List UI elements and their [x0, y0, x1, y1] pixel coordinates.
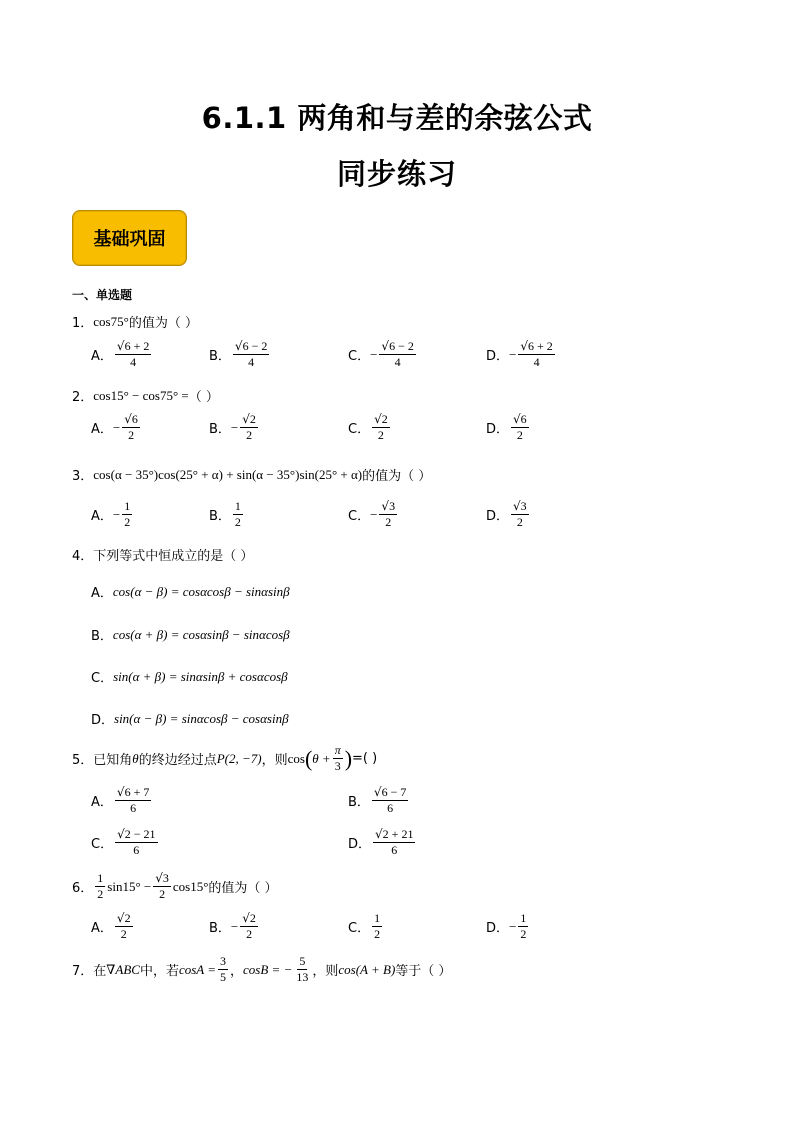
q2-option-a: A． − $\frac{√6}{2}$	[91, 412, 138, 443]
q2-option-b: B． − $\frac{√2}{2}$	[209, 412, 256, 443]
q2-stem-math: cos15° − cos75° =	[93, 387, 189, 403]
q5-option-c: C． $\frac{√2 - 21}{6}$	[91, 827, 156, 858]
q1-option-a: A． $\frac{√6 + 2}{4}$	[91, 339, 150, 370]
q6-option-a: A． $\frac{√2}{2}$	[91, 911, 131, 942]
q2-option-c: C． $\frac{√2}{2}$	[348, 412, 388, 443]
q4-option-c: C． sin(α + β) = sinαsinβ + cosαcosβ	[91, 668, 288, 686]
q3-option-c: C． − $\frac{√3}{2}$	[348, 499, 396, 530]
q4-option-b: B． cos(α + β) = cosαsinβ − sinαcosβ	[91, 626, 290, 644]
question-7: 7． 在 ∇ABC 中，若 cosA = $\frac{3}{5}$ ， cosB = − $\frac{5}{13}$ ，则 cos(A + B) 等于（ ）	[72, 954, 452, 985]
q2-option-d: D． $\frac{√6}{2}$	[486, 412, 527, 443]
q3-stem-math: cos(α − 35°)cos(25° + α) + sin(α − 35°)sin(25° + α)	[93, 466, 363, 482]
q5-option-d: D． $\frac{√2 + 21}{6}$	[348, 827, 414, 858]
question-6: 6． $\frac{1}{2}$ sin15° − $\frac{√3}{2}$ cos15° 的值为（ ）	[72, 871, 278, 902]
q5-point: P(2, −7)	[216, 750, 262, 766]
section-badge: 基础巩固	[72, 210, 187, 266]
q2-stem-tail: （ ）	[188, 390, 219, 405]
q6-option-c: C． $\frac{1}{2}$	[348, 911, 381, 942]
question-4: 4． 下列等式中恒成立的是（ ）	[72, 545, 253, 564]
q3-option-b: B． $\frac{1}{2}$	[209, 499, 241, 530]
page-subtitle: 同步练习	[336, 157, 457, 191]
q6-option-d: D． − $\frac{1}{2}$	[486, 911, 527, 942]
question-3: 3． cos(α − 35°)cos(25° + α) + sin(α − 35°)sin(25° + α) 的值为（ ）	[72, 466, 432, 484]
q1-option-c: C． − $\frac{√6 - 2}{4}$	[348, 339, 414, 370]
question-1: 1． cos75° 的值为（ ）	[72, 313, 198, 331]
q3-stem-tail: 的值为（ ）	[362, 469, 432, 484]
q4-option-d: D． sin(α − β) = sinαcosβ − cosαsinβ	[91, 710, 289, 728]
question-2: 2． cos15° − cos75° = （ ）	[72, 387, 219, 405]
q6-option-b: B． − $\frac{√2}{2}$	[209, 911, 256, 942]
q4-stem: 下列等式中恒成立的是（ ）	[93, 549, 254, 564]
section-heading: 一、单选题	[72, 288, 133, 302]
q1-stem-tail: 的值为（ ）	[128, 316, 198, 331]
q4-option-a: A． cos(α − β) = cosαcosβ − sinαsinβ	[91, 583, 290, 601]
q5-option-b: B． $\frac{√6 - 7}{6}$	[348, 785, 407, 816]
q1-option-d: D． − $\frac{√6 + 2}{4}$	[486, 339, 553, 370]
q5-option-a: A． $\frac{√6 + 7}{6}$	[91, 785, 150, 816]
q1-option-b: B． $\frac{√6 - 2}{4}$	[209, 339, 268, 370]
question-5: 5． 已知角 θ 的终边经过点 P(2, −7) ，则 cos ( θ + $\frac{\pi}{3}$ ) =( )	[72, 743, 378, 774]
q3-option-d: D． $\frac{√3}{2}$	[486, 499, 527, 530]
q3-option-a: A． − $\frac{1}{2}$	[91, 499, 131, 530]
page-title: 6.1.1 两角和与差的余弦公式	[201, 101, 593, 135]
q1-stem-math: cos75°	[93, 313, 129, 329]
